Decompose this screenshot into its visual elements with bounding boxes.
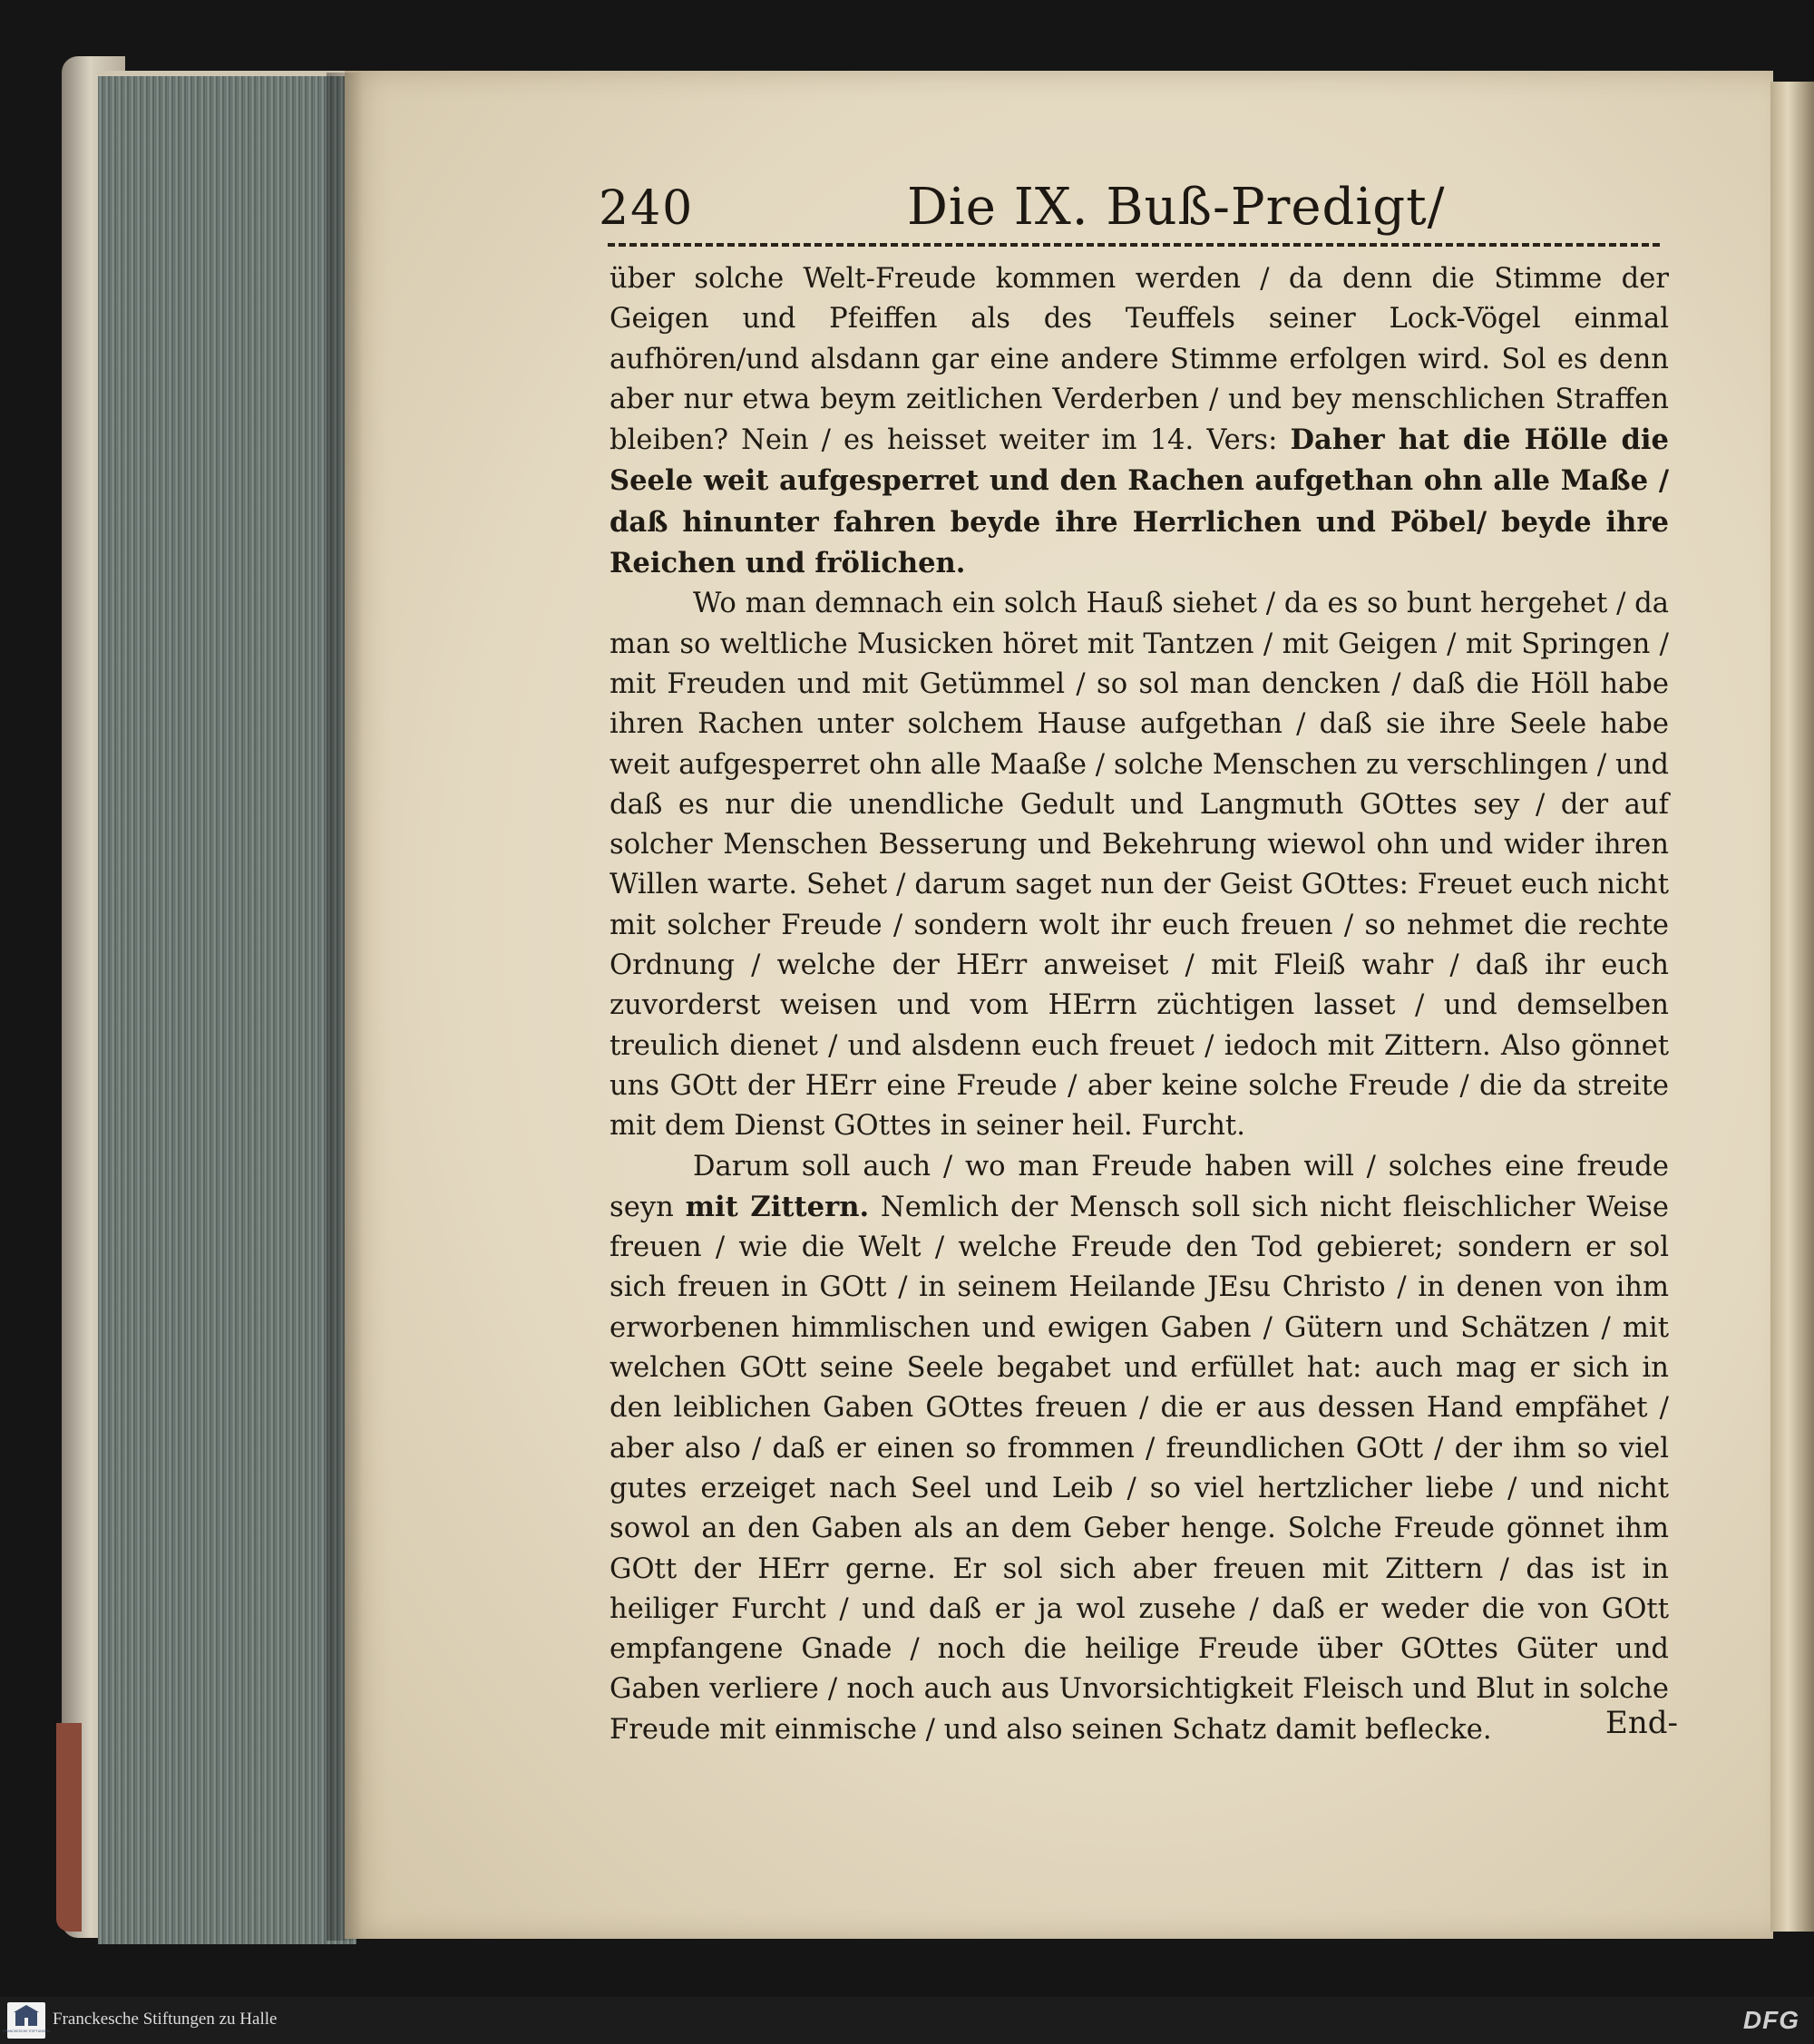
paragraph: [610, 259, 1669, 584]
catchword: End-: [1605, 1705, 1678, 1741]
institution-logo: [3, 2002, 50, 2039]
paragraph: [610, 1147, 1669, 1750]
text-run: über solche Welt-Freude kommen werden / da denn die Stimme der Geigen und Pfeiffen als des Teuffels seiner Lock-Vögel einmal aufhören/und alsdann gar eine andere Stimme erfolgen wird. Sol es denn aber nur etwa beym zeitlichen Verderben / und bey menschlichen Straffen bleiben? Nein / es heisset weiter im 14. Vers:: [610, 263, 1669, 457]
orphanage-building-icon: [3, 2002, 50, 2039]
running-title: Die IX. Buß-Predigt/: [907, 178, 1446, 237]
institution-name: Franckesche Stiftungen zu Halle: [53, 2010, 278, 2029]
page-number: 240: [599, 181, 695, 236]
dfg-logo: DFG: [1742, 2006, 1799, 2034]
text-run: Wo man demnach ein solch Hauß siehet / da es so bunt hergehet / da man so weltliche Musicken höret mit Tantzen / mit Geigen / mit Springen / mit Freuden und mit Getümmel / so sol man dencken / daß die Höll habe ihren Rachen unter solchem Hause aufgethan / daß sie ihre Seele habe weit aufgesperret ohn alle Maaße / solche Menschen zu verschlingen / und daß es nur die unendliche Gedult und Langmuth GOttes sey / der auf solcher Menschen Besserung und Bekehrung wiewol ohn und wider ihren Willen warte. Sehet / darum saget nun der Geist GOttes: Freuet euch nicht mit solcher Freude / sondern wolt ihr euch freuen / so nehmet die rechte Ordnung / welche der HErr anweiset / mit Fleiß wahr / daß ihr euch zuvorderst weisen und vom HErrn züchtigen lasset / und demselben treulich dienet / und alsdenn euch freuet / iedoch mit Zittern. Also gönnet uns GOtt der HErr eine Freude / aber keine solche Freude / die da streite mit dem Dienst GOttes in seiner heil. Furcht.: [610, 588, 1669, 1143]
text-run: Darum soll auch / wo man Freude haben will / solches eine freude seyn: [610, 1150, 1669, 1223]
page-stack-edge: [98, 71, 356, 1944]
text-run: Nemlich der Mensch soll sich nicht fleischlicher Weise freuen / wie die Welt / welche Freude den Tod gebieret; sondern er sol sich freuen in GOtt / in seinem Heilande JEsu Christo / in denen von ihm erworbenen himmlischen und ewigen Gaben / Gütern und Schätzen / mit welchen GOtt seine Seele begabet und erfüllet hat: auch mag er sich in den leiblichen Gaben GOttes freuen / die er aus dessen Hand empfähet / aber also / daß er einen so frommen / freundlichen GOtt / der ihm so viel gutes erzeiget nach Seel und Leib / so viel hertzlicher liebe / und nicht sowol an den Gaben als an dem Geber henge. Solche Freude gönnet ihm GOtt der HErr gerne. Er sol sich aber freuen mit Zittern / das ist in heiliger Furcht / und daß er ja wol zusehe / daß er weder die von GOtt empfangene Gnade / noch die heilige Freude über GOttes Güter und Gaben verliere / noch auch aus Unvorsichtigkeit Fleisch und Blut in solche Freude mit einmische / und also seinen Schatz damit beflecke.: [610, 1191, 1669, 1746]
book-red-edge: [56, 1723, 82, 1932]
viewer-footer: [0, 1997, 1814, 2044]
gutter-shadow: [327, 73, 363, 1941]
emphasized-text: mit Zittern.: [685, 1190, 870, 1223]
header-rule: [608, 243, 1660, 247]
paragraph: [610, 584, 1669, 1146]
logo-caption: FRANCKESCHE STIFTUNGEN: [3, 2029, 50, 2033]
emphasized-text: Daher hat die Hölle die Seele weit aufgesperret und den Rachen aufgethan ohn alle Maße / daß hinunter fahren beyde ihre Herrlichen und Pöbel/ beyde ihre Reichen und frölichen.: [610, 423, 1669, 580]
body-text: [610, 259, 1669, 1750]
facing-page-edge: [1770, 82, 1814, 1932]
